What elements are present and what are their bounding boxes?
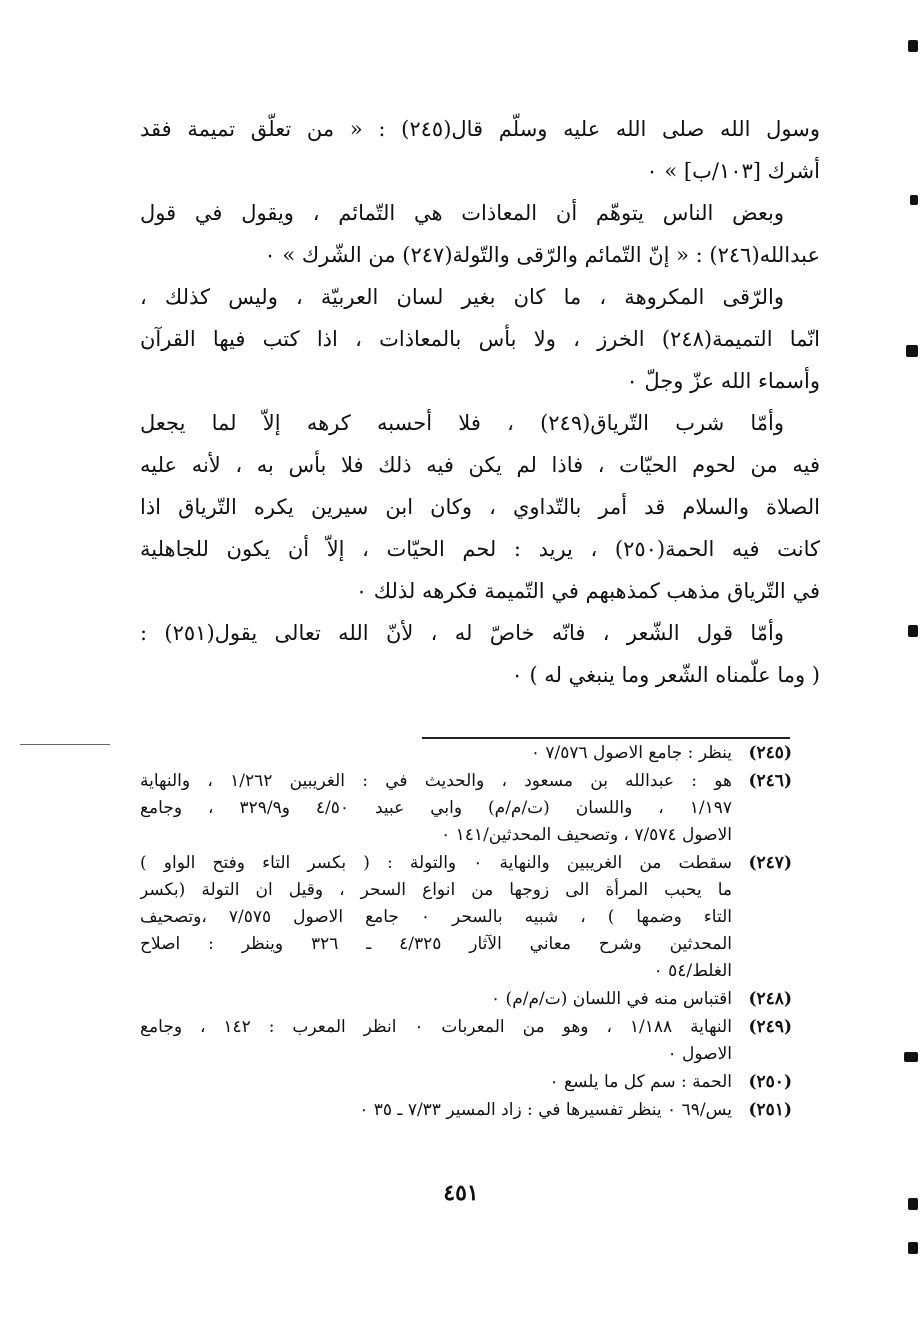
footnote-line: الاصول ٠ — [667, 1044, 732, 1064]
text-line: وأمّا شرب التّرياق(٢٤٩) ، فلا أحسبه كرهه إلاّ لما يجعل — [140, 411, 785, 435]
footnote-line: الحمة : سم كل ما يلسع ٠ — [549, 1072, 732, 1092]
footnote-line: الاصول ٧/٥٧٤ ، وتصحيف المحدثين/١٤١ ٠ — [441, 825, 732, 845]
scan-mark — [908, 1198, 918, 1210]
footnote-number: (٢٤٩) — [748, 1017, 792, 1037]
text-line: والرّقى المكروهة ، ما كان بغير لسان العربيّة ، وليس كذلك ، — [140, 285, 784, 309]
footnote — [140, 768, 792, 849]
text-line: وأمّا قول الشّعر ، فانّه خاصّ له ، لأنّ الله تعالى يقول(٢٥١) : — [140, 621, 784, 645]
footnote-line: المحدثين وشرح معاني الآثار ٤/٣٢٥ ـ ٣٢٦ وينظر : اصلاح — [140, 934, 732, 954]
footnote — [140, 1014, 792, 1068]
scan-mark — [908, 625, 918, 637]
scan-mark — [908, 1242, 918, 1254]
scan-mark — [908, 40, 918, 52]
footnote-text — [140, 1097, 732, 1124]
scan-mark — [904, 1052, 918, 1062]
footnote-line: ما يحبب المرأة الى زوجها من انواع السحر ، وقيل ان التولة (بكسر — [140, 880, 732, 900]
scan-stray-line — [20, 744, 110, 745]
text-line: عبدالله(٢٤٦) : « إنّ التّمائم والرّقى والتّولة(٢٤٧) من الشّرك » ٠ — [264, 243, 820, 267]
main-text — [140, 108, 820, 696]
text-line: وأسماء الله عزّ وجلّ ٠ — [626, 369, 820, 393]
footnote-text — [140, 986, 732, 1013]
text-line: وبعض الناس يتوهّم أن المعاذات هي التّمائم ، ويقول في قول — [140, 201, 784, 225]
footnote-number: (٢٤٦) — [748, 771, 792, 791]
scan-mark — [910, 195, 918, 205]
footnote-line: يس/٦٩ ٠ ينظر تفسيرها في : زاد المسير ٧/٣٣ ـ ٣٥ ٠ — [359, 1100, 732, 1120]
footnote-line: اقتباس منه في اللسان (ت/م/م) ٠ — [491, 989, 732, 1009]
footnote-line: ١/١٩٧ ، واللسان (ت/م/م) وابي عبيد ٤/٥٠ و٣٢٩/٩ ، وجامع — [140, 798, 732, 818]
footnote-number: (٢٤٨) — [748, 989, 792, 1009]
footnote — [140, 850, 792, 985]
text-line: الصلاة والسلام قد أمر بالتّداوي ، وكان ابن سيرين يكره التّرياق اذا — [140, 495, 820, 519]
footnote-line: هو : عبدالله بن مسعود ، والحديث في : الغريبين ١/٢٦٢ ، والنهاية — [140, 771, 732, 791]
text-line: ( وما علّمناه الشّعر وما ينبغي له ) ٠ — [511, 663, 820, 687]
footnote-number: (٢٤٥) — [748, 743, 792, 763]
text-line: فيه من لحوم الحيّات ، فاذا لم يكن فيه ذلك فلا بأس به ، لأنه عليه — [140, 453, 820, 477]
text-line: انّما التميمة(٢٤٨) الخرز ، ولا بأس بالمعاذات ، اذا كتب فيها القرآن — [140, 327, 820, 351]
footnote-line: سقطت من الغريبين والنهاية ٠ والتولة : ( بكسر التاء وفتح الواو ) — [140, 853, 732, 873]
footnote-text — [140, 1014, 732, 1068]
footnotes — [140, 740, 792, 1125]
footnote-line: الغلط/٥٤ ٠ — [653, 961, 732, 981]
footnote — [140, 1069, 792, 1096]
footnote — [140, 740, 792, 767]
footnote-text — [140, 740, 732, 767]
footnote-number: (٢٤٧) — [748, 853, 792, 873]
footnote-line: النهاية ١/١٨٨ ، وهو من المعربات ٠ انظر المعرب : ١٤٢ ، وجامع — [140, 1017, 732, 1037]
text-line: في التّرياق مذهب كمذهبهم في التّميمة فكرهه لذلك ٠ — [355, 579, 820, 603]
text-line: أشرك [١٠٣/ب] » ٠ — [646, 159, 820, 183]
footnote-text — [140, 850, 732, 985]
footnote-text — [140, 768, 732, 849]
scan-mark — [906, 345, 918, 357]
footnote-divider — [422, 737, 790, 739]
footnote-line: التاء وضمها ) ، شبيه بالسحر ٠ جامع الاصول ٧/٥٧٥ ،وتصحيف — [140, 907, 732, 927]
footnote — [140, 986, 792, 1013]
footnote — [140, 1097, 792, 1124]
footnote-number: (٢٥٠) — [748, 1072, 792, 1092]
footnote-text — [140, 1069, 732, 1096]
text-line: كانت فيه الحمة(٢٥٠) ، يريد : لحم الحيّات ، إلاّ أن يكون للجاهلية — [140, 537, 820, 561]
text-line: وسول الله صلى الله عليه وسلّم قال(٢٤٥) : « من تعلّق تميمة فقد — [140, 117, 820, 141]
footnote-line: ينظر : جامع الاصول ٧/٥٧٦ ٠ — [530, 743, 732, 763]
page-number: ٤٥١ — [443, 1180, 479, 1206]
footnote-number: (٢٥١) — [748, 1100, 792, 1120]
